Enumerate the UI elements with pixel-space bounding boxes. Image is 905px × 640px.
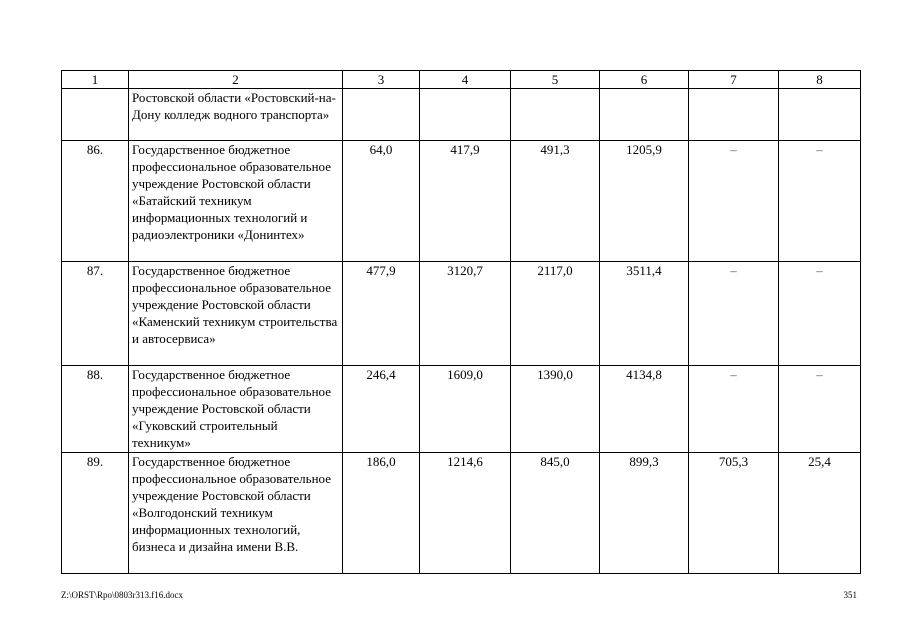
- document-path: Z:\ORST\Rpo\0803r313.f16.docx: [61, 590, 183, 600]
- row-number-cell: 87.: [62, 262, 129, 366]
- value-cell: –: [689, 262, 779, 366]
- value-cell: 1390,0: [511, 366, 600, 453]
- row-number-cell: 88.: [62, 366, 129, 453]
- value-cell: 186,0: [343, 453, 420, 574]
- value-cell: 3120,7: [420, 262, 511, 366]
- institution-name-cell: Государственное бюджетное профессиональное образовательное учреждение Ростовской области «Волгодонский техникум информационных технологий, бизнеса и дизайна имени В.В.: [129, 453, 343, 574]
- column-header: 3: [343, 71, 420, 89]
- row-number-cell: [62, 89, 129, 141]
- value-cell: –: [689, 141, 779, 262]
- value-cell: –: [779, 141, 861, 262]
- value-cell: 705,3: [689, 453, 779, 574]
- institution-name-cell: Ростовской области «Ростовский-на-Дону колледж водного транспорта»: [129, 89, 343, 141]
- column-header: 8: [779, 71, 861, 89]
- value-cell: 4134,8: [600, 366, 689, 453]
- column-header: 4: [420, 71, 511, 89]
- value-cell: [420, 89, 511, 141]
- value-cell: 1205,9: [600, 141, 689, 262]
- institution-name-cell: Государственное бюджетное профессиональное образовательное учреждение Ростовской области «Каменский техникум строительства и автосервиса»: [129, 262, 343, 366]
- value-cell: [600, 89, 689, 141]
- table-row: [62, 366, 861, 453]
- column-header: 6: [600, 71, 689, 89]
- row-number-cell: 86.: [62, 141, 129, 262]
- value-cell: –: [779, 366, 861, 453]
- value-cell: 25,4: [779, 453, 861, 574]
- value-cell: [343, 89, 420, 141]
- value-cell: 477,9: [343, 262, 420, 366]
- value-cell: 491,3: [511, 141, 600, 262]
- value-cell: 246,4: [343, 366, 420, 453]
- value-cell: [689, 89, 779, 141]
- value-cell: [511, 89, 600, 141]
- institution-name-cell: Государственное бюджетное профессиональное образовательное учреждение Ростовской области «Гуковский строительный техникум»: [129, 366, 343, 453]
- value-cell: 3511,4: [600, 262, 689, 366]
- value-cell: [779, 89, 861, 141]
- value-cell: –: [689, 366, 779, 453]
- value-cell: 1609,0: [420, 366, 511, 453]
- value-cell: 417,9: [420, 141, 511, 262]
- column-number-row: [62, 71, 861, 89]
- value-cell: 2117,0: [511, 262, 600, 366]
- column-header: 5: [511, 71, 600, 89]
- table-row: [62, 141, 861, 262]
- budget-table: [61, 70, 861, 574]
- column-header: 7: [689, 71, 779, 89]
- value-cell: 64,0: [343, 141, 420, 262]
- value-cell: 845,0: [511, 453, 600, 574]
- value-cell: –: [779, 262, 861, 366]
- table-row-continuation: [62, 89, 861, 141]
- table-row: [62, 262, 861, 366]
- institution-name-cell: Государственное бюджетное профессиональное образовательное учреждение Ростовской области «Батайский техникум информационных технологий и радиоэлектроники «Донинтех»: [129, 141, 343, 262]
- column-header: 2: [129, 71, 343, 89]
- row-number-cell: 89.: [62, 453, 129, 574]
- table-row: [62, 453, 861, 574]
- value-cell: 1214,6: [420, 453, 511, 574]
- value-cell: 899,3: [600, 453, 689, 574]
- page-number: 351: [843, 590, 857, 600]
- column-header: 1: [62, 71, 129, 89]
